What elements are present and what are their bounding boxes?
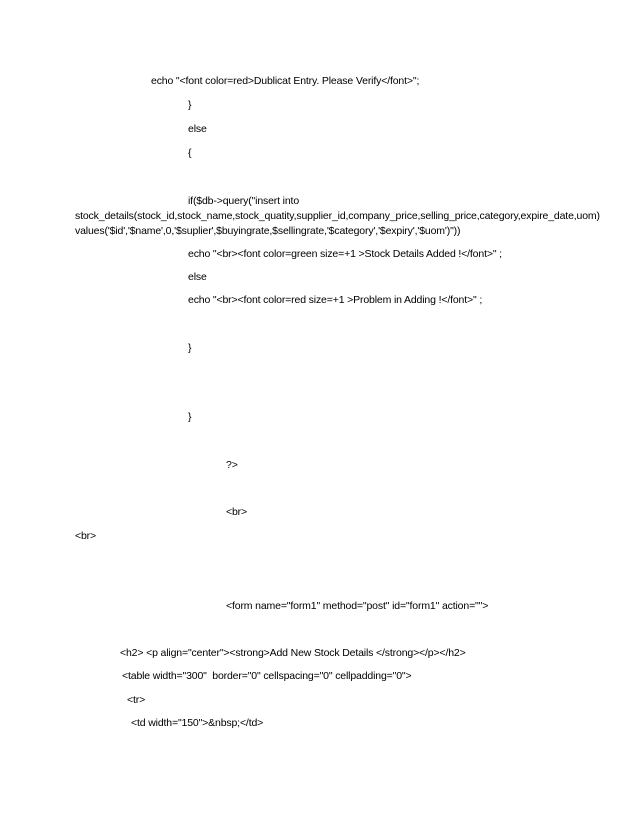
code-line-else: else	[188, 123, 207, 135]
code-line-form-open: <form name="form1" method="post" id="form1" action="">	[226, 600, 489, 612]
code-line-br-2: <br>	[75, 530, 96, 542]
code-line-if-query: if($db->query("insert into	[188, 195, 300, 207]
code-line-h2-heading: <h2> <p align="center"><strong>Add New Stock Details </strong></p></h2>	[120, 647, 466, 659]
code-line-close-brace-2: }	[188, 342, 192, 354]
code-line-echo-problem: echo "<br><font color=red size=+1 >Problem in Adding !</font>" ;	[188, 294, 483, 306]
code-line-br: <br>	[226, 506, 247, 518]
code-line-php-close-tag: ?>	[226, 459, 238, 471]
code-line-close-brace-3: }	[188, 411, 192, 423]
code-line-else-2: else	[188, 271, 207, 283]
code-line-insert-statement: stock_details(stock_id,stock_name,stock_quatity,supplier_id,company_price,selling_price,category,expire_date,uom) values('$id','$name',0,'$suplier',$buyingrate,$sellingrate,'$category','$expiry','$uom')"))	[75, 210, 600, 237]
code-line-echo-duplicate: echo "<font color=red>Dublicat Entry. Please Verify</font>";	[151, 75, 420, 87]
code-line-td: <td width="150">&nbsp;</td>	[131, 717, 264, 729]
code-line-close-brace: }	[188, 99, 192, 111]
code-line-tr-open: <tr>	[127, 694, 146, 706]
code-line-table-open: <table width="300" border="0" cellspacing="0" cellpadding="0">	[122, 670, 412, 682]
code-line-open-brace: {	[188, 147, 192, 159]
code-line-echo-success: echo "<br><font color=green size=+1 >Stock Details Added !</font>" ;	[188, 248, 502, 260]
